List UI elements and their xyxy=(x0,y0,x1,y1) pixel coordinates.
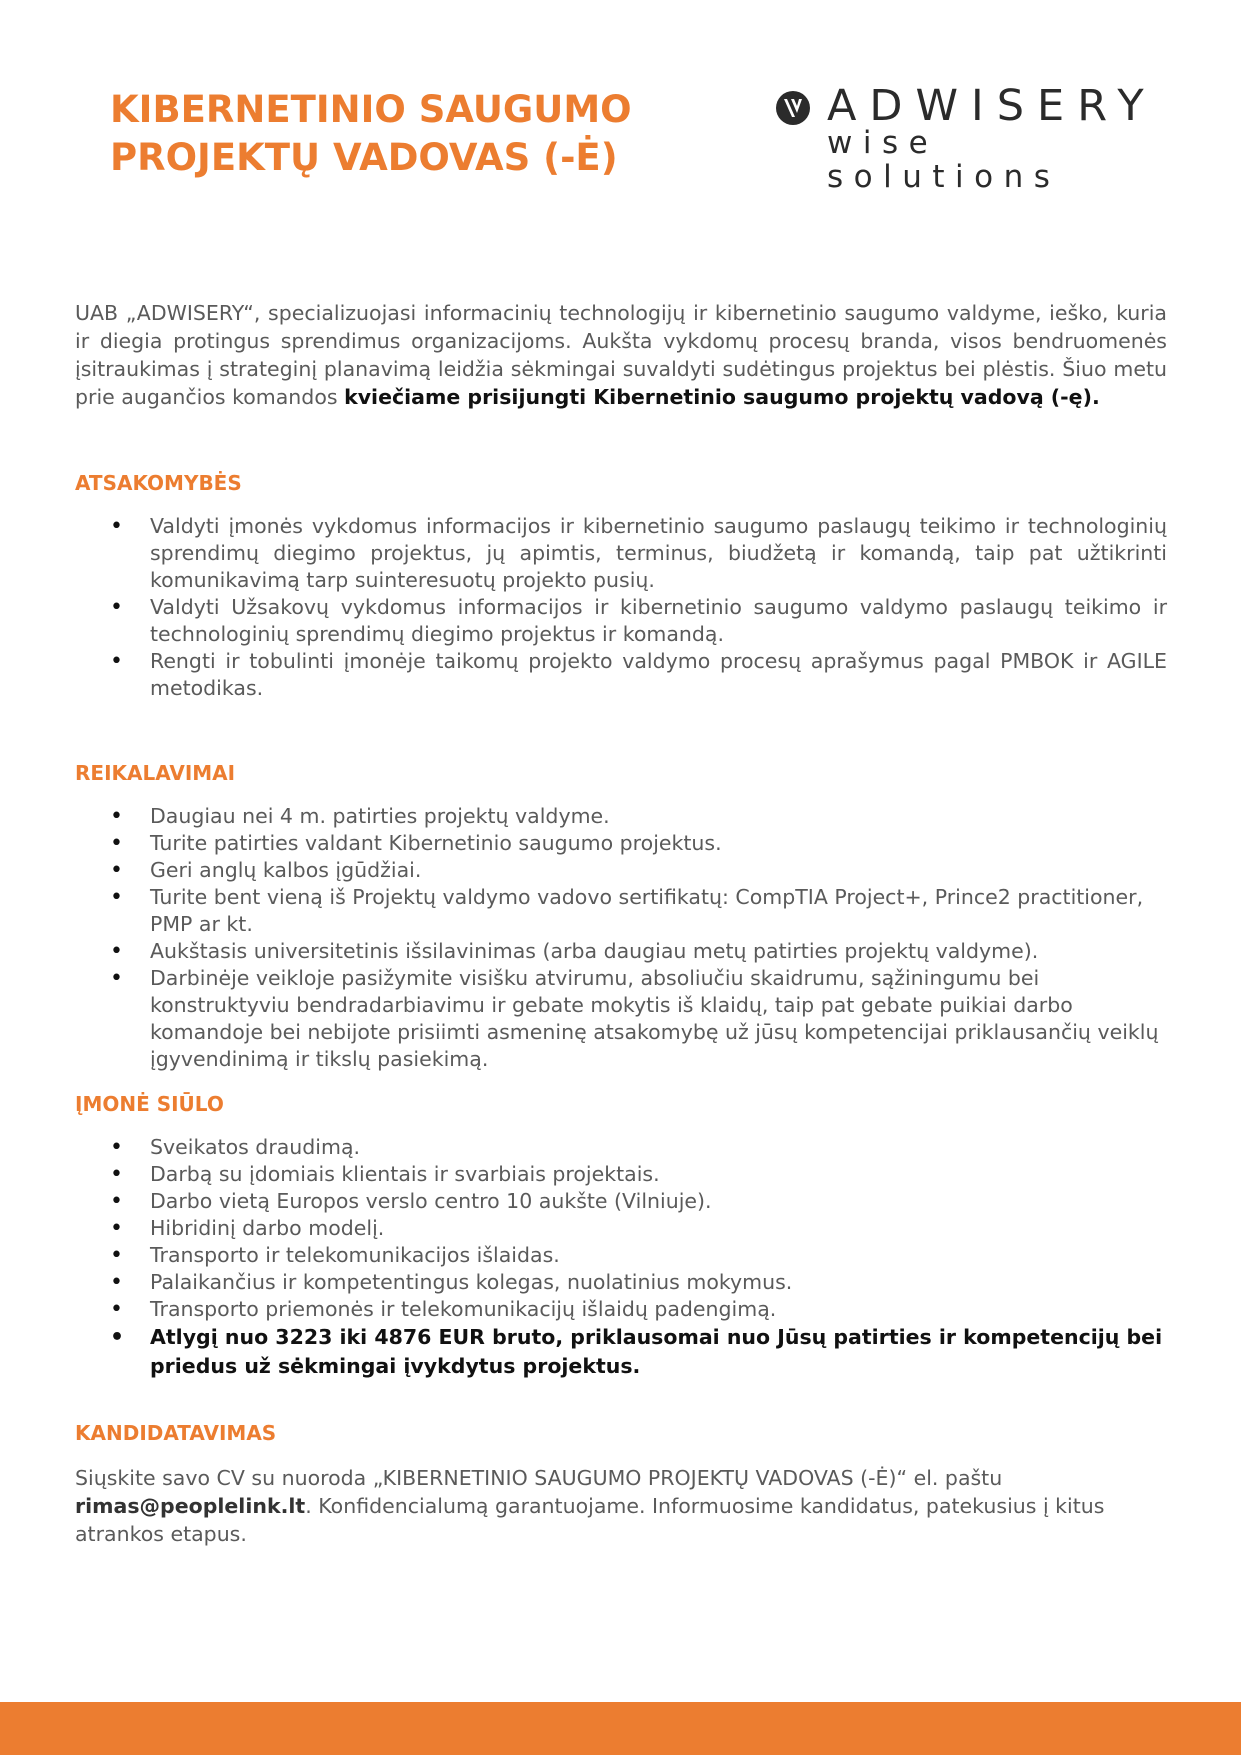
footer-accent-bar xyxy=(0,1702,1241,1755)
list-item: • Darbą su įdomiais klientais ir svarbiais projektais. xyxy=(75,1161,1167,1188)
list-item: • Darbo vietą Europos verslo centro 10 aukšte (Vilniuje). xyxy=(75,1188,1167,1215)
company-logo xyxy=(775,81,1157,195)
list-item: • Sveikatos draudimą. xyxy=(75,1134,1167,1161)
offer-section xyxy=(75,1090,1167,1381)
job-title-line-1: KIBERNETINIO SAUGUMO xyxy=(110,88,632,131)
list-item: • Geri anglų kalbos įgūdžiai. xyxy=(75,857,1167,884)
logo-wordmark: ADWISERY xyxy=(827,81,1157,131)
responsibilities-section xyxy=(75,469,1167,702)
adwisery-logo-mark-icon xyxy=(775,90,811,126)
list-item: • Valdyti įmonės vykdomus informacijos ir kibernetinio saugumo paslaugų teikimo ir technologinių sprendimų diegimo projektus, jų apimtis, terminus, biudžetą ir komandą, taip pat užtikrinti komunikavimą tarp suinteresuotų projekto pusių. xyxy=(75,513,1167,594)
requirements-section xyxy=(75,759,1167,1073)
intro-highlight: kviečiame prisijungti Kibernetinio saugumo projektų vadovą (-ę). xyxy=(344,385,1100,409)
requirements-list xyxy=(75,803,1167,1073)
application-heading: KANDIDATAVIMAS xyxy=(75,1421,277,1445)
job-title-line-2: PROJEKTŲ VADOVAS (-Ė) xyxy=(110,136,618,179)
list-item: • Valdyti Užsakovų vykdomus informacijos ir kibernetinio saugumo valdymo paslaugų teikimo ir technologinių sprendimų diegimo projektus ir komandą. xyxy=(75,594,1167,648)
list-item: • Aukštasis universitetinis išsilavinimas (arba daugiau metų patirties projektų valdyme). xyxy=(75,938,1167,965)
requirements-heading: REIKALAVIMAI xyxy=(75,761,236,785)
list-item: • Transporto priemonės ir telekomunikacijų išlaidų padengimą. xyxy=(75,1296,1167,1323)
application-text-before: Siųskite savo CV su nuoroda „KIBERNETINIO SAUGUMO PROJEKTŲ VADOVAS (-Ė)“ el. paštu xyxy=(75,1466,1003,1490)
list-item: • Palaikančius ir kompetentingus kolegas, nuolatinius mokymus. xyxy=(75,1269,1167,1296)
application-text-after: . Konfidencialumą garantuojame. Informuosime kandidatus, patekusius į kitus atrankos etapus. xyxy=(75,1494,1105,1546)
list-item: • Hibridinį darbo modelį. xyxy=(75,1215,1167,1242)
offer-list xyxy=(75,1134,1167,1381)
intro-text: UAB „ADWISERY“, specializuojasi informacinių technologijų ir kibernetinio saugumo valdyme, ieško, kuria ir diegia protingus sprendimus organizacijoms. Aukšta vykdomų procesų branda, visos bendruomenės įsitraukimas į strateginį planavimą leidžia sėkmingai suvaldyti sudėtingus projektus bei plėstis. Šiuo metu prie augančios komandos xyxy=(75,301,1167,409)
responsibilities-list xyxy=(75,513,1167,702)
list-item: • Turite bent vieną iš Projektų valdymo vadovo sertifikatų: CompTIA Project+, Prince2 practitioner, PMP ar kt. xyxy=(75,884,1167,938)
salary-item: • Atlygį nuo 3223 iki 4876 EUR bruto, priklausomai nuo Jūsų patirties ir kompetencijų bei priedus už sėkmingai įvykdytus projektus. xyxy=(75,1323,1167,1381)
application-email-link[interactable]: rimas@peoplelink.lt xyxy=(75,1494,306,1518)
application-section xyxy=(75,1419,1167,1548)
list-item: • Darbinėje veikloje pasižymite visišku atvirumu, absoliučiu skaidrumu, sąžiningumu bei konstruktyviu bendradarbiavimu ir gebate mokytis iš klaidų, taip pat gebate puikiai darbo komandoje bei nebijote prisiimti asmeninę atsakomybę už jūsų kompetencijai priklausančių veiklų įgyvendinimą ir tikslų pasiekimą. xyxy=(75,965,1167,1073)
list-item: • Turite patirties valdant Kibernetinio saugumo projektus. xyxy=(75,830,1167,857)
application-text xyxy=(75,1464,1167,1548)
list-item: • Rengti ir tobulinti įmonėje taikomų projekto valdymo procesų aprašymus pagal PMBOK ir AGILE metodikas. xyxy=(75,648,1167,702)
job-title xyxy=(110,86,632,182)
logo-tagline: wise solutions xyxy=(827,125,1061,195)
responsibilities-heading: ATSAKOMYBĖS xyxy=(75,471,242,495)
offer-heading: ĮMONĖ SIŪLO xyxy=(75,1092,224,1116)
list-item: • Daugiau nei 4 m. patirties projektų valdyme. xyxy=(75,803,1167,830)
list-item: • Transporto ir telekomunikacijos išlaidas. xyxy=(75,1242,1167,1269)
job-description xyxy=(75,299,1167,1548)
intro-paragraph xyxy=(75,299,1167,411)
